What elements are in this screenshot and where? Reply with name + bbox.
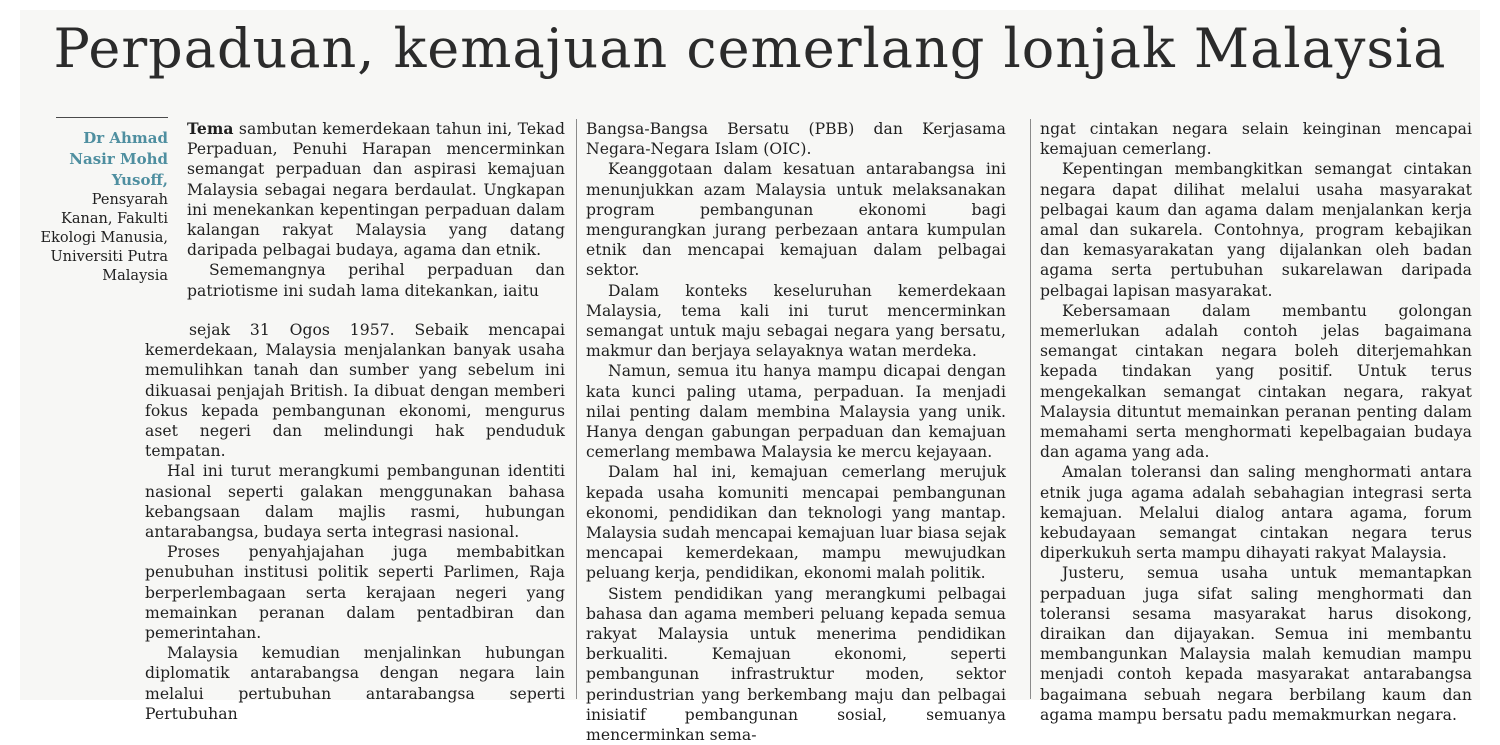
article-paragraph: Malaysia kemudian menjalinkan hubungan diplomatik antarabangsa dengan negara lain melalui pertubuhan antarabangsa seperti Pertubuhan	[145, 644, 565, 723]
article-column-1-bottom	[145, 320, 565, 724]
affiliation-line: Malaysia	[102, 268, 168, 284]
affiliation-line: Ekologi Manusia,	[40, 230, 168, 246]
article-paragraph: Hal ini turut merangkumi pembangunan identiti nasional seperti galakan menggunakan bahasa kebangsaan dalam majlis rasmi, hubungan antarabangsa, budaya serta integrasi nasional.	[145, 462, 565, 542]
paragraph-text: sambutan kemerdekaan tahun ini, Tekad Perpaduan, Penuhi Harapan mencerminkan semangat perpaduan dan aspirasi kemajuan Malaysia sebagai negara berdaulat. Ungkapan ini menekankan kepentingan perpaduan dalam kalangan rakyat Malaysia yang datang daripada pelbagai budaya, agama dan etnik.	[187, 120, 565, 260]
affiliation-line: Kanan, Fakulti	[61, 211, 168, 227]
author-name-line: Yusoff,	[111, 171, 168, 189]
article-paragraph: Sememangnya perihal perpaduan dan patriotisme ini sudah lama ditekankan, iaitu	[187, 261, 565, 300]
article-column-1-top	[187, 119, 565, 301]
affiliation-line: Universiti Putra	[50, 249, 168, 265]
article-paragraph: Sistem pendidikan yang merangkumi pelbagai bahasa dan agama memberi peluang kepada semua rakyat Malaysia untuk menerima pendidikan berkualiti. Kemajuan ekonomi, seperti pembangunan infrastruktur moden, sektor perindustrian yang berkembang maju dan pelbagai inisiatif pembangunan sosial, semuanya mencerminkan sema-	[586, 584, 1006, 745]
article-paragraph: Keanggotaan dalam kesatuan antarabangsa ini menunjukkan azam Malaysia untuk melaksanakan program pembangunan ekonomi bagi mengurangkan jurang perbezaan antara kumpulan etnik dan mencapai kemajuan dalam pelbagai sektor.	[586, 160, 1006, 280]
article-paragraph: ngat cintakan negara selain keinginan mencapai kemajuan cemerlang.	[1040, 120, 1472, 159]
article-paragraph: Kebersamaan dalam membantu golongan memerlukan adalah contoh jelas bagaimana semangat cintakan negara boleh diterjemahkan kepada tindakan yang positif. Untuk terus mengekalkan semangat cintakan negara, rakyat Malaysia dituntut memainkan peranan penting dalam memahami serta menghormati kepelbagaian budaya dan agama yang ada.	[1040, 301, 1472, 462]
article-paragraph: Amalan toleransi dan saling menghormati antara etnik juga agama adalah sebahagian integrasi serta kemajuan. Melalui dialog antara agama, forum kebudayaan semangat cintakan negara terus diperkukuh serta mampu dihayati rakyat Malaysia.	[1040, 463, 1472, 563]
article-headline: Perpaduan, kemajuan cemerlang lonjak Malaysia	[53, 17, 1447, 80]
lead-word: Tema	[187, 119, 234, 138]
author-byline	[30, 128, 168, 286]
article-paragraph: Justeru, semua usaha untuk memantapkan perpaduan juga sifat saling menghormati dan toleransi sesama masyarakat harus disokong, diraikan dan dijayakan. Semua ini membantu membangunkan Malaysia malah kemudian mampu menjadi contoh kepada masyarakat antarabangsa bagaimana sebuah negara berbilang kaum dan agama mampu bersatu padu memakmurkan negara.	[1040, 564, 1472, 724]
article-paragraph: Kepentingan membangkitkan semangat cintakan negara dapat dilihat melalui usaha masyarakat pelbagai kaum dan agama dalam menjalankan kerja amal dan sukarela. Contohnya, program kebajikan dan kemasyarakatan yang dijalankan oleh badan agama serta pertubuhan sukarelawan daripada pelbagai lapisan masyarakat.	[1040, 160, 1472, 300]
article-paragraph: Dalam konteks keseluruhan kemerdekaan Malaysia, tema kali ini turut mencerminkan semangat untuk maju sebagai negara yang bersatu, makmur dan berjaya selayaknya watan merdeka.	[586, 281, 1006, 361]
column-divider	[1030, 119, 1031, 699]
article-paragraph: Proses penyahjajahan juga membabitkan penubuhan institusi politik seperti Parlimen, Raja berperlembagaan serta kerajaan negeri yang memainkan peranan dalam pentadbiran dan pemerintahan.	[145, 543, 565, 643]
author-name-line: Nasir Mohd	[69, 150, 168, 168]
article-paragraph: sejak 31 Ogos 1957. Sebaik mencapai kemerdekaan, Malaysia menjalankan banyak usaha memulihkan tanah dan sumber yang sebelum ini dikuasai penjajah British. Ia dibuat dengan memberi fokus kepada pembangunan ekonomi, mengurus aset negeri dan melindungi hak penduduk tempatan.	[145, 321, 565, 461]
author-name	[30, 128, 168, 191]
article-column-3	[1040, 119, 1472, 725]
article-paragraph	[187, 119, 565, 260]
column-divider	[576, 119, 577, 699]
author-name-line: Dr Ahmad	[83, 129, 168, 147]
byline-divider	[56, 117, 168, 118]
article-paragraph: Bangsa-Bangsa Bersatu (PBB) dan Kerjasama Negara-Negara Islam (OIC).	[586, 120, 1006, 159]
article-paragraph: Namun, semua itu hanya mampu dicapai dengan kata kunci paling utama, perpaduan. Ia menjadi nilai penting dalam membina Malaysia yang unik. Hanya dengan gabungan perpaduan dan kemajuan cemerlang membawa Malaysia ke mercu kejayaan.	[586, 362, 1006, 462]
article-column-2	[586, 119, 1006, 745]
affiliation-line: Pensyarah	[91, 192, 168, 208]
author-affiliation	[30, 191, 168, 286]
article-paragraph: Dalam hal ini, kemajuan cemerlang merujuk kepada usaha komuniti mencapai pembangunan ekonomi, pendidikan dan teknologi yang mantap. Malaysia sudah mencapai kemajuan luar biasa sejak mencapai kemerdekaan, mampu mewujudkan peluang kerja, pendidikan, ekonomi malah politik.	[586, 463, 1006, 583]
